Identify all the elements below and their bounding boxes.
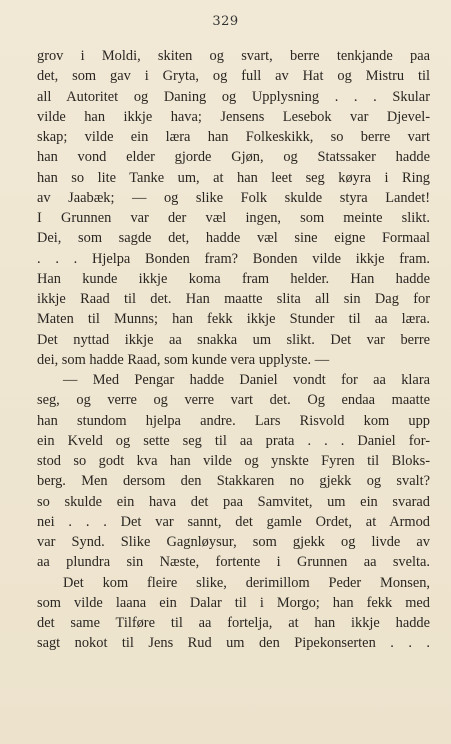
- text-line: aa plundra sin Næste, fortente i Grunnen aa svelta.: [37, 554, 430, 571]
- text-line: ikkje Raad til det. Han maatte slita all sin Dag for: [37, 291, 430, 307]
- text-line: dei, som hadde Raad, som kunde vera upplyste. —: [37, 351, 330, 368]
- text-line: ein Kveld og sette seg til aa prata . . . Daniel for-: [37, 432, 430, 449]
- text-line: nei . . . Det var sannt, det gamle Ordet, at Armod: [37, 513, 430, 530]
- text-line: han stundom hjelpa andre. Lars Risvold kom upp: [37, 412, 430, 429]
- text-line: var Synd. Slike Gagnløysur, som gjekk og livde av: [37, 534, 430, 550]
- text-line: all Autoritet og Daning og Upplysning . . . Skular: [37, 88, 430, 105]
- text-line: so skulde ein hava det paa Samvitet, um ein svarad: [37, 493, 430, 510]
- body-text: [37, 46, 430, 654]
- text-line: Det nyttad ikkje aa snakka um slikt. Det var berre: [37, 331, 430, 348]
- text-line: skap; vilde ein læra han Folkeskikk, so berre vart: [37, 129, 430, 145]
- text-line: I Grunnen var der væl ingen, som meinte slikt.: [37, 210, 430, 226]
- text-line: det, som gav i Gryta, og full av Hat og Mistru til: [37, 68, 430, 85]
- text-line: som vilde laana ein Dalar til i Morgo; han fekk med: [37, 594, 430, 611]
- text-line: — Med Pengar hadde Daniel vondt for aa klara: [63, 372, 430, 388]
- text-line: Han kunde ikkje koma fram helder. Han hadde: [37, 270, 430, 287]
- text-line: berg. Men dersom den Stakkaren no gjekk og svalt?: [37, 473, 430, 490]
- text-line: grov i Moldi, skiten og svart, berre tenkjande paa: [37, 48, 430, 64]
- text-line: stod so godt kva han vilde og ynskte Fyren til Bloks-: [37, 453, 430, 469]
- text-line: vilde han ikkje hava; Jensens Lesebok var Djevel-: [37, 108, 430, 125]
- page-number: 329: [212, 14, 239, 29]
- text-line: av Jaabæk; — og slike Folk skulde styra Landet!: [37, 189, 430, 206]
- text-line: seg, og verre og verre vart det. Og endaa maatte: [37, 392, 430, 409]
- text-line: Det kom fleire slike, derimillom Peder Monsen,: [63, 574, 430, 591]
- text-line: han so lite Tanke um, at han leet seg køyra i Ring: [37, 169, 430, 186]
- text-line: Dei, som sagde det, hadde væl sine eigne Formaal: [37, 230, 430, 247]
- text-line: sagt nokot til Jens Rud um den Pipekonserten . . .: [37, 635, 430, 652]
- text-line: . . . Hjelpa Bonden fram? Bonden vilde ikkje fram.: [37, 250, 430, 267]
- text-line: han vond elder gjorde Gjøn, og Statssaker hadde: [37, 149, 430, 166]
- text-line: det same Tilføre til aa fortelja, at han ikkje hadde: [37, 615, 430, 631]
- text-line: Maten til Munns; han fekk ikkje Stunder til aa læra.: [37, 311, 430, 328]
